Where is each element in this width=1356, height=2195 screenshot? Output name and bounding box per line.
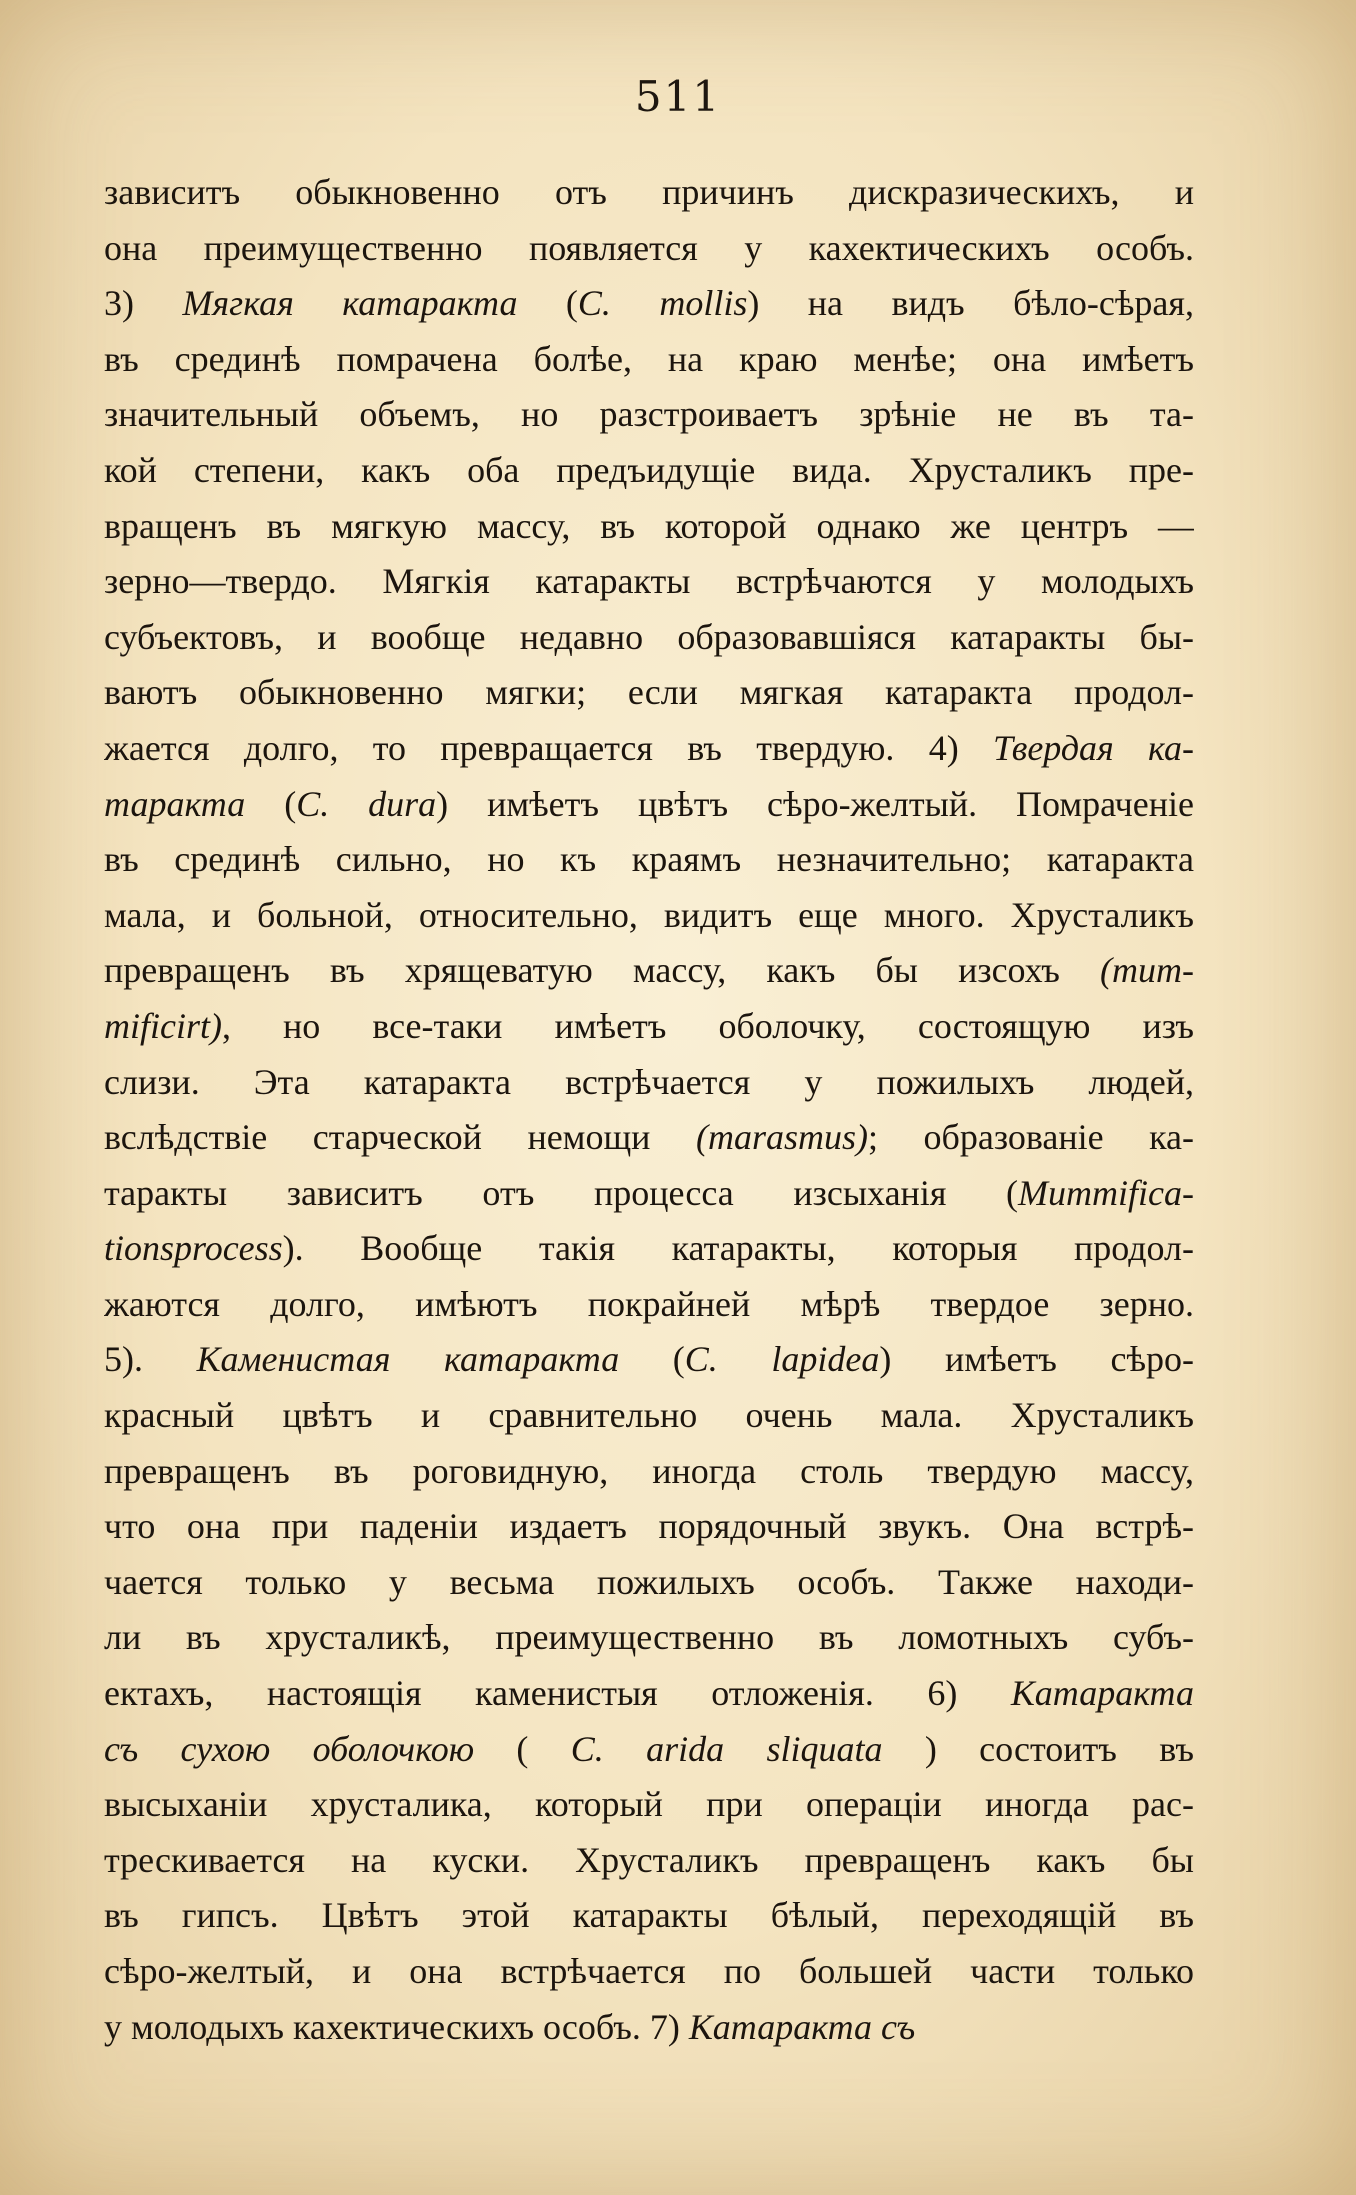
italic-term: Катаракта съ [688,2006,916,2047]
text-line [104,443,1194,499]
text-run: ) имѣетъ цвѣтъ сѣро-желтый. Помраченіе [436,783,1194,824]
text-line [104,2000,1194,2056]
text-line [104,1555,1194,1611]
text-run: вслѣдствіе старческой немощи [104,1117,696,1158]
text-run: что она при паденіи издаетъ порядочный звукъ. Она встрѣ- [104,1506,1194,1547]
text-run: мала, и больной, относительно, видитъ еще много. Хрусталикъ [104,894,1194,935]
text-run: ектахъ, настоящія каменистыя отложенія. 6) [104,1673,1011,1714]
text-line [104,1666,1194,1722]
text-run: зависитъ обыкновенно отъ причинъ дискразическихъ, и [104,172,1194,212]
text-run: вращенъ въ мягкую массу, въ которой однако же центръ — [104,505,1194,546]
body-text [104,165,1194,2055]
italic-term: Твердая ка- [992,727,1194,768]
text-run: , но все-таки имѣетъ оболочку, состоящую изъ [221,1005,1194,1046]
italic-term: tionsprocess [104,1228,283,1269]
text-run: трескивается на куски. Хрусталикъ превращенъ какъ бы [104,1839,1194,1880]
text-line [104,610,1194,666]
text-run: ) на видъ бѣло-сѣрая, [747,283,1194,324]
italic-term: C. lapidea [684,1339,880,1380]
text-run: высыханіи хрусталика, который при операціи иногда рас- [104,1784,1194,1825]
italic-term: (mum- [1100,950,1194,991]
text-run: превращенъ въ роговидную, иногда столь твердую массу, [104,1450,1194,1491]
text-line [104,332,1194,388]
text-run: ваютъ обыкновенно мягки; если мягкая катаракта продол- [104,672,1194,713]
text-run: ли въ хрусталикѣ, преимущественно въ ломотныхъ субъ- [104,1617,1194,1658]
text-line [104,777,1194,833]
text-run: ( [245,783,297,824]
text-line [104,999,1194,1055]
italic-term: таракта [104,783,246,824]
text-line [104,221,1194,277]
italic-term: съ сухою оболочкою [104,1728,475,1769]
text-run: слизи. Эта катаракта встрѣчается у пожилыхъ людей, [104,1061,1194,1102]
text-line [104,1444,1194,1500]
text-run: красный цвѣтъ и сравнительно очень мала. Хрусталикъ [104,1395,1194,1436]
text-run: чается только у весьма пожилыхъ особъ. Также находи- [104,1561,1194,1602]
text-line [104,1166,1194,1222]
text-run: субъектовъ, и вообще недавно образовавшіяся катаракты бы- [104,616,1194,657]
text-line [104,943,1194,999]
text-line [104,554,1194,610]
text-run: жаются долго, имѣютъ покрайней мѣрѣ твердое зерно. [104,1283,1194,1324]
text-line [104,499,1194,555]
text-run: жается долго, то превращается въ твердую. 4) [104,727,993,768]
italic-term: Катаракта [1010,1673,1194,1714]
text-line [104,165,1194,221]
text-line [104,1388,1194,1444]
text-run: ( [619,1339,685,1380]
page-number: 511 [634,72,722,121]
italic-term: mificirt) [104,1005,222,1046]
text-line [104,1110,1194,1166]
text-line [104,1221,1194,1277]
text-run: 3) [104,283,183,324]
text-line [104,721,1194,777]
italic-term: (marasmus) [695,1117,868,1158]
text-run: сѣро-желтый, и она встрѣчается по большей части только [104,1951,1194,1991]
italic-term: Мягкая катаракта [182,283,518,324]
text-line [104,387,1194,443]
italic-term: Каменистая катаракта [196,1339,620,1380]
text-line [104,1888,1194,1944]
text-run: зерно—твердо. Мягкія катаракты встрѣчаются у молодыхъ [104,561,1194,602]
italic-term: Mummifica- [1018,1172,1194,1213]
text-line [104,665,1194,721]
text-run: ) имѣетъ сѣро- [879,1339,1194,1380]
text-line [104,1499,1194,1555]
text-run: въ гипсъ. Цвѣтъ этой катаракты бѣлый, переходящій въ [104,1895,1194,1936]
text-run: ). Вообще такія катаракты, которыя продол- [282,1228,1194,1269]
text-run: кой степени, какъ оба предъидущіе вида. Хрусталикъ пре- [104,449,1194,490]
text-line [104,832,1194,888]
text-run: 5). [104,1339,197,1380]
italic-term: C. mollis [577,283,748,324]
text-run: ) состоитъ въ [882,1728,1194,1769]
text-line [104,1833,1194,1889]
text-run: она преимущественно появляется у кахектическихъ особъ. [104,227,1194,268]
text-run: таракты зависитъ отъ процесса изсыханія ( [104,1172,1019,1213]
text-line [104,1610,1194,1666]
text-line [104,1944,1194,2000]
text-line [104,1722,1194,1778]
text-line [104,1332,1194,1388]
text-line [104,276,1194,332]
text-line [104,1055,1194,1111]
text-run: ( [474,1728,571,1769]
text-run: у молодыхъ кахектическихъ особъ. 7) [104,2006,689,2047]
text-line [104,888,1194,944]
italic-term: C. dura [296,783,437,824]
text-run: въ срединѣ сильно, но къ краямъ незначительно; катаракта [104,839,1194,880]
text-run: ( [517,283,578,324]
text-run: превращенъ въ хрящеватую массу, какъ бы изсохъ [104,950,1101,991]
text-run: въ срединѣ помрачена болѣе, на краю менѣе; она имѣетъ [104,338,1194,379]
italic-term: C. arida sliquata [570,1728,883,1769]
text-line [104,1277,1194,1333]
text-run: ; образованіе ка- [868,1117,1194,1158]
text-line [104,1777,1194,1833]
text-run: значительный объемъ, но разстроиваетъ зрѣніе не въ та- [104,394,1194,435]
